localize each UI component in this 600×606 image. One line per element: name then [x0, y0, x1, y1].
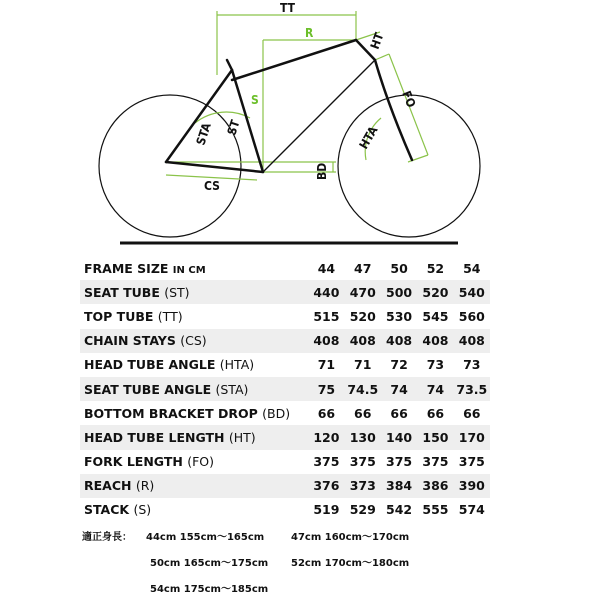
- table-cell: 66: [317, 405, 336, 421]
- table-cell: 440: [313, 284, 340, 300]
- table-row: [80, 498, 490, 522]
- row-label: [80, 474, 308, 498]
- table-cell: 73.5: [456, 381, 488, 397]
- table-row: [80, 425, 490, 449]
- table-cell: 515: [313, 308, 340, 324]
- row-label-main: SEAT TUBE: [84, 284, 160, 300]
- table-cell: 530: [386, 308, 413, 324]
- label-ht: HT: [367, 30, 387, 52]
- table-cell: 376: [313, 478, 340, 494]
- bike-geometry-diagram: [0, 0, 600, 255]
- table-cell: 408: [349, 333, 376, 349]
- row-label: [80, 498, 308, 522]
- table-cell: 75: [317, 381, 336, 397]
- table-cell: 386: [422, 478, 449, 494]
- label-s: S: [251, 93, 259, 107]
- table-cell: 71: [354, 357, 372, 373]
- table-cell: 74: [390, 381, 408, 397]
- row-label-abbr: (STA): [215, 381, 249, 397]
- table-cell: 408: [458, 333, 485, 349]
- header-label: [80, 256, 308, 280]
- size-50: 50: [390, 260, 408, 276]
- table-cell: 74: [426, 381, 445, 397]
- table-cell: 520: [349, 308, 376, 324]
- table-cell: 408: [422, 333, 449, 349]
- sizing-entry: 54cm 175cm〜185cm: [150, 584, 269, 595]
- table-cell: 375: [422, 454, 449, 470]
- row-label-abbr: (S): [133, 502, 152, 518]
- table-cell: 71: [317, 357, 336, 373]
- table-cell: 555: [422, 502, 449, 518]
- row-label: [80, 329, 308, 353]
- table-cell: 72: [390, 357, 408, 373]
- row-label-main: BOTTOM BRACKET DROP: [84, 405, 258, 421]
- table-cell: 470: [349, 284, 376, 300]
- label-r: R: [305, 26, 314, 40]
- table-cell: 74.5: [347, 381, 379, 397]
- size-44: 44: [317, 260, 336, 276]
- table-header-row: [80, 256, 490, 280]
- table-cell: 66: [463, 405, 481, 421]
- row-label-abbr: (BD): [262, 405, 291, 421]
- table-row: [80, 280, 490, 304]
- table-cell: 529: [349, 502, 376, 518]
- table-cell: 408: [313, 333, 340, 349]
- table-cell: 375: [386, 454, 413, 470]
- rear-wheel: [99, 95, 241, 237]
- table-cell: 519: [313, 502, 340, 518]
- row-label-main: FORK LENGTH: [84, 454, 183, 470]
- label-sta: STA: [193, 121, 214, 147]
- sizing-entry: 52cm 170cm〜180cm: [291, 558, 410, 569]
- row-label-abbr: (HT): [228, 429, 256, 445]
- table-cell: 150: [422, 429, 449, 445]
- row-label-main: HEAD TUBE ANGLE: [84, 357, 216, 373]
- table-cell: 520: [422, 284, 449, 300]
- table-row: [80, 304, 490, 328]
- row-label-abbr: (ST): [164, 284, 190, 300]
- row-label: [80, 425, 308, 449]
- sizing-entry: 44cm 155cm〜165cm: [146, 532, 265, 543]
- row-label: [80, 401, 308, 425]
- size-52: 52: [426, 260, 445, 276]
- size-54: 54: [463, 260, 481, 276]
- row-label: [80, 450, 308, 474]
- table-cell: 66: [426, 405, 445, 421]
- table-row: [80, 450, 490, 474]
- row-label: [80, 353, 308, 377]
- sizing-entry: 47cm 160cm〜170cm: [291, 532, 410, 543]
- table-cell: 408: [386, 333, 413, 349]
- label-cs: CS: [204, 179, 220, 193]
- row-label: [80, 304, 308, 328]
- table-cell: 545: [422, 308, 449, 324]
- table-row: [80, 401, 490, 425]
- frame-size-text: FRAME SIZE: [84, 260, 169, 276]
- label-st: ST: [224, 118, 243, 137]
- table-cell: 384: [386, 478, 413, 494]
- table-cell: 375: [349, 454, 376, 470]
- table-cell: 375: [313, 454, 340, 470]
- unit-text: IN CM: [172, 264, 206, 276]
- row-label: [80, 280, 308, 304]
- table-cell: 66: [354, 405, 372, 421]
- table-cell: 542: [386, 502, 413, 518]
- table-cell: 375: [458, 454, 485, 470]
- table-cell: 120: [313, 429, 340, 445]
- table-row: [80, 474, 490, 498]
- sizing-entry: 50cm 165cm〜175cm: [150, 558, 269, 569]
- row-label-main: TOP TUBE: [84, 308, 154, 324]
- row-label-main: SEAT TUBE ANGLE: [84, 381, 212, 397]
- table-row: [80, 353, 490, 377]
- bike-frame: [166, 40, 412, 172]
- table-row: [80, 329, 490, 353]
- table-cell: 500: [386, 284, 413, 300]
- table-cell: 73: [463, 357, 481, 373]
- table-cell: 66: [390, 405, 408, 421]
- row-label-abbr: (CS): [180, 333, 207, 349]
- table-cell: 73: [426, 357, 445, 373]
- table-cell: 170: [458, 429, 485, 445]
- row-label-main: REACH: [84, 478, 132, 494]
- row-label-main: HEAD TUBE LENGTH: [84, 429, 225, 445]
- row-label-abbr: (HTA): [219, 357, 255, 373]
- label-fo: FO: [399, 88, 419, 110]
- size-47: 47: [354, 260, 372, 276]
- label-bd: BD: [315, 162, 329, 180]
- table-cell: 390: [458, 478, 485, 494]
- label-tt: TT: [280, 1, 296, 15]
- dimension-lines: [166, 11, 428, 180]
- table-cell: 574: [458, 502, 485, 518]
- row-label-abbr: (FO): [187, 454, 214, 470]
- label-hta: HTA: [356, 123, 381, 152]
- row-label-main: STACK: [84, 502, 130, 518]
- row-label-abbr: (TT): [157, 308, 183, 324]
- table-cell: 130: [349, 429, 376, 445]
- sizing-heading: 適正身長：: [82, 532, 132, 543]
- table-cell: 540: [458, 284, 485, 300]
- table-cell: 140: [386, 429, 413, 445]
- table-row: [80, 377, 490, 401]
- table-cell: 560: [458, 308, 485, 324]
- geometry-table: [80, 256, 490, 522]
- row-label-main: CHAIN STAYS: [84, 333, 176, 349]
- row-label-abbr: (R): [135, 478, 155, 494]
- table-cell: 373: [349, 478, 376, 494]
- front-wheel: [338, 95, 480, 237]
- row-label: [80, 377, 308, 401]
